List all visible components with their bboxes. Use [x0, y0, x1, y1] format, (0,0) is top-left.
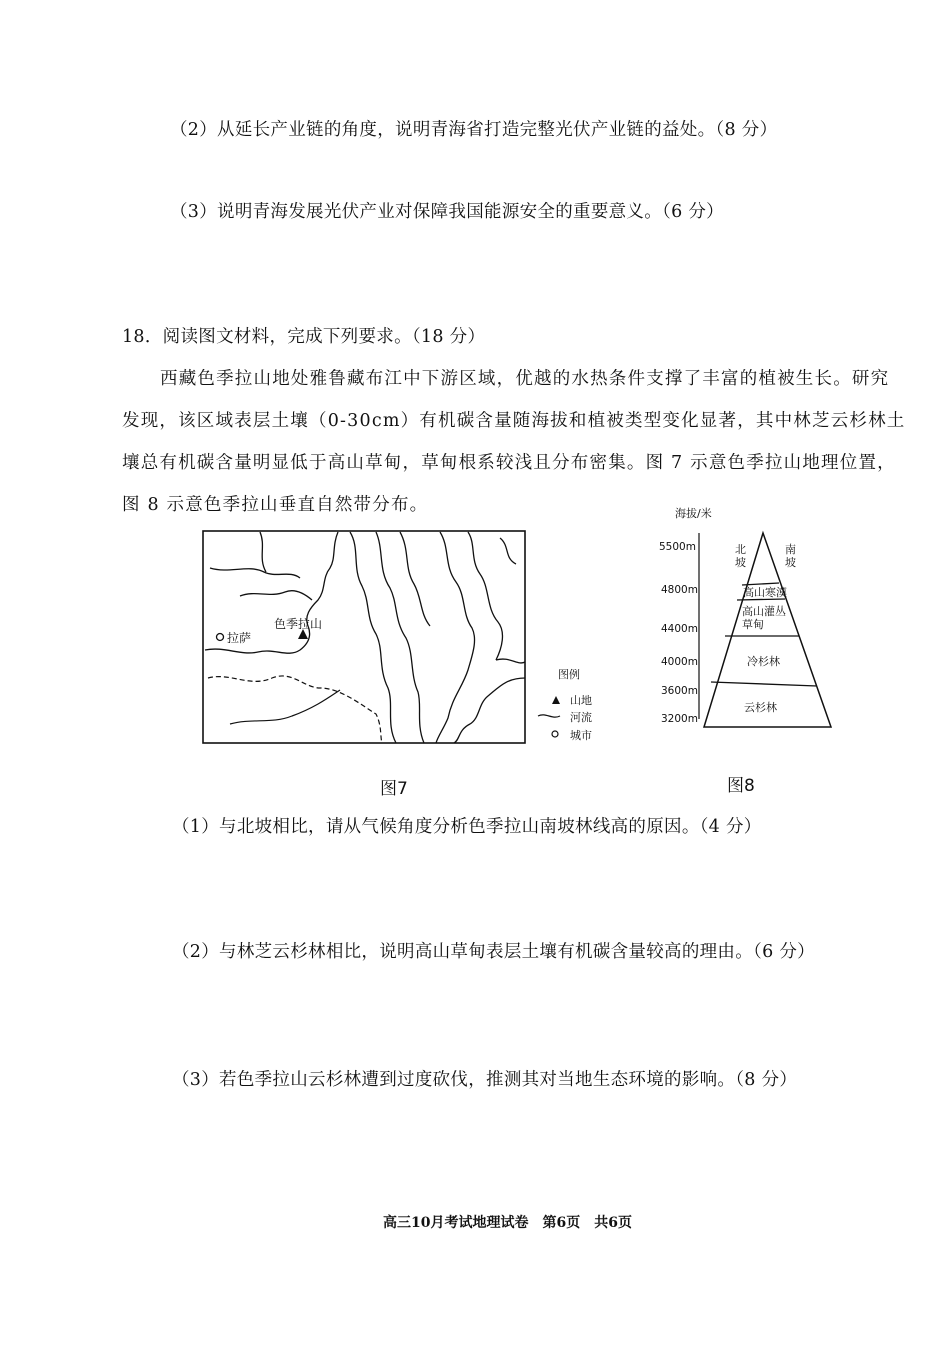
city-label-lhasa: 拉萨: [227, 631, 252, 645]
material-line-3: 壤总有机碳含量明显低于高山草甸，草甸根系较浅且分布密集。图 7 示意色季拉山地理位置，: [122, 453, 896, 473]
legend-mountain-label: 山地: [570, 694, 592, 707]
figure-7-caption: 图7: [380, 779, 408, 799]
zone-line-4: [711, 682, 817, 686]
north-slope-label-2: 坡: [735, 556, 746, 569]
zone-spruce-forest: 云杉林: [744, 701, 777, 714]
legend-river-icon: [538, 715, 560, 717]
map-frame: [203, 531, 525, 743]
mountain-label: 色季拉山: [274, 617, 323, 631]
axis-title: 海拔/米: [675, 507, 712, 520]
question-18-2: （2）与林芝云杉林相比，说明高山草甸表层土壤有机碳含量较高的理由。（6 分）: [172, 942, 815, 962]
river-network: [205, 532, 525, 743]
tick-5500: 5500m: [659, 541, 696, 553]
zone-line-2: [737, 599, 785, 600]
mountain-triangle: [704, 533, 831, 727]
question-17-2: （2）从延长产业链的角度，说明青海省打造完整光伏产业链的益处。（8 分）: [170, 120, 778, 140]
legend-title: 图例: [558, 668, 580, 681]
zone-fir-forest: 冷杉林: [747, 655, 780, 668]
figure-8-caption: 图8: [727, 776, 755, 796]
question-18-3: （3）若色季拉山云杉林遭到过度砍伐，推测其对当地生态环境的影响。（8 分）: [172, 1070, 798, 1090]
question-18-1: （1）与北坡相比，请从气候角度分析色季拉山南坡林线高的原因。（4 分）: [172, 817, 762, 837]
figure-8-diagram: [655, 503, 845, 738]
zone-alpine-shrub: 高山灌丛: [742, 605, 786, 618]
legend-city-label: 城市: [570, 729, 592, 742]
material-line-2: 发现，该区域表层土壤（0-30cm）有机碳含量随海拔和植被类型变化显著，其中林芝云杉林土: [122, 411, 906, 431]
zone-alpine-desert: 高山寒漠: [743, 586, 787, 599]
tick-3200: 3200m: [661, 713, 698, 725]
figure-7-map: [200, 528, 610, 748]
legend-river-label: 河流: [570, 711, 592, 724]
north-slope-label-1: 北: [735, 543, 746, 556]
legend-city-icon: [552, 731, 558, 737]
tick-4400: 4400m: [661, 623, 698, 635]
south-slope-label-2: 坡: [785, 556, 796, 569]
border-solid: [230, 690, 340, 724]
border-line: [208, 676, 382, 743]
question-17-3: （3）说明青海发展光伏产业对保障我国能源安全的重要意义。（6 分）: [170, 202, 724, 222]
page-footer: 高三10月考试地理试卷 第6页 共6页: [383, 1215, 632, 1231]
city-marker-lhasa: [217, 634, 224, 641]
tick-4000: 4000m: [661, 656, 698, 668]
tick-3600: 3600m: [661, 685, 698, 697]
zone-meadow: 草甸: [742, 618, 764, 631]
legend-mountain-icon: [552, 696, 560, 704]
material-line-4: 图 8 示意色季拉山垂直自然带分布。: [122, 495, 429, 515]
tick-4800: 4800m: [661, 584, 698, 596]
material-line-1: 西藏色季拉山地处雅鲁藏布江中下游区域，优越的水热条件支撑了丰富的植被生长。研究: [160, 369, 890, 389]
south-slope-label-1: 南: [785, 543, 796, 556]
question-18-header: 18．阅读图文材料，完成下列要求。（18 分）: [122, 327, 486, 347]
